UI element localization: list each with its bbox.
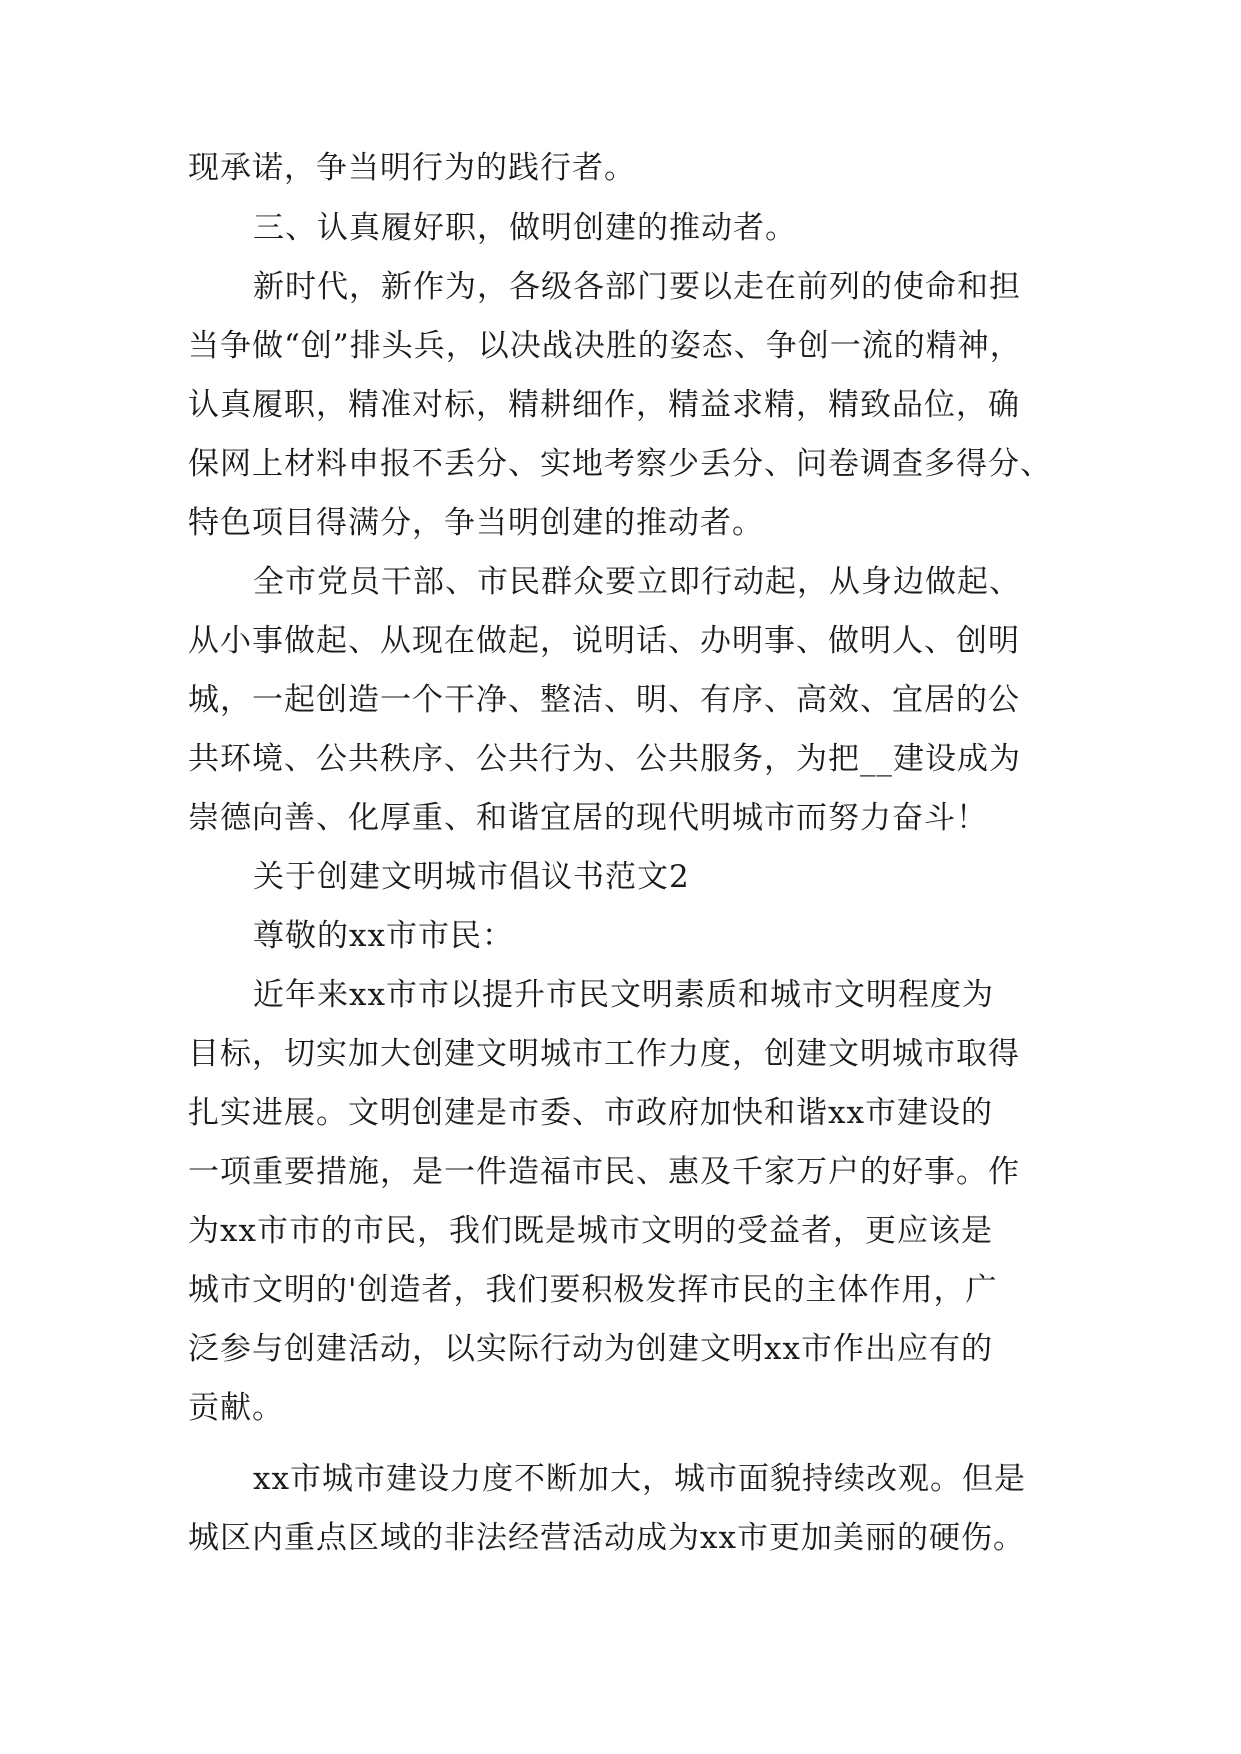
text-line: 一项重要措施，是一件造福市民、惠及千家万户的好事。作 <box>188 1154 1020 1190</box>
article-title: 关于创建文明城市倡议书范文2 <box>253 859 690 895</box>
text-line: 现承诺，争当明行为的践行者。 <box>188 150 636 186</box>
text-line: 泛参与创建活动，以实际行动为创建文明xx市作出应有的 <box>188 1331 993 1367</box>
text-line: 从小事做起、从现在做起，说明话、办明事、做明人、创明 <box>188 623 1020 659</box>
text-line: 崇德向善、化厚重、和谐宜居的现代明城市而努力奋斗！ <box>188 800 988 836</box>
text-line: 城，一起创造一个干净、整洁、明、有序、高效、宜居的公 <box>188 682 1020 718</box>
text-line: 全市党员干部、市民群众要立即行动起，从身边做起、 <box>253 564 1021 600</box>
text-line: 近年来xx市市以提升市民文明素质和城市文明程度为 <box>253 977 994 1013</box>
text-line: 认真履职，精准对标，精耕细作，精益求精，精致品位，确 <box>188 387 1020 423</box>
text-line: 保网上材料申报不丢分、实地考察少丢分、问卷调查多得分、 <box>188 446 1052 482</box>
salutation: 尊敬的xx市市民： <box>253 918 514 954</box>
text-line: xx市城市建设力度不断加大，城市面貌持续改观。但是 <box>253 1461 1026 1497</box>
text-line: 特色项目得满分，争当明创建的推动者。 <box>188 505 764 541</box>
section-heading: 三、认真履好职，做明创建的推动者。 <box>253 210 797 246</box>
text-line: 城区内重点区域的非法经营活动成为xx市更加美丽的硬伤。 <box>188 1520 1025 1556</box>
text-line: 扎实进展。文明创建是市委、市政府加快和谐xx市建设的 <box>188 1095 993 1131</box>
text-line: 城市文明的'创造者，我们要积极发挥市民的主体作用，广 <box>188 1272 998 1308</box>
text-line: 为xx市市的市民，我们既是城市文明的受益者，更应该是 <box>188 1213 993 1249</box>
text-line: 当争做“创”排头兵，以决战决胜的姿态、争创一流的精神， <box>188 328 1022 364</box>
text-line: 贡献。 <box>188 1390 284 1426</box>
text-line: 目标，切实加大创建文明城市工作力度，创建文明城市取得 <box>188 1036 1020 1072</box>
text-line: 共环境、公共秩序、公共行为、公共服务，为把__建设成为 <box>188 741 1021 777</box>
text-line: 新时代，新作为，各级各部门要以走在前列的使命和担 <box>253 269 1021 305</box>
